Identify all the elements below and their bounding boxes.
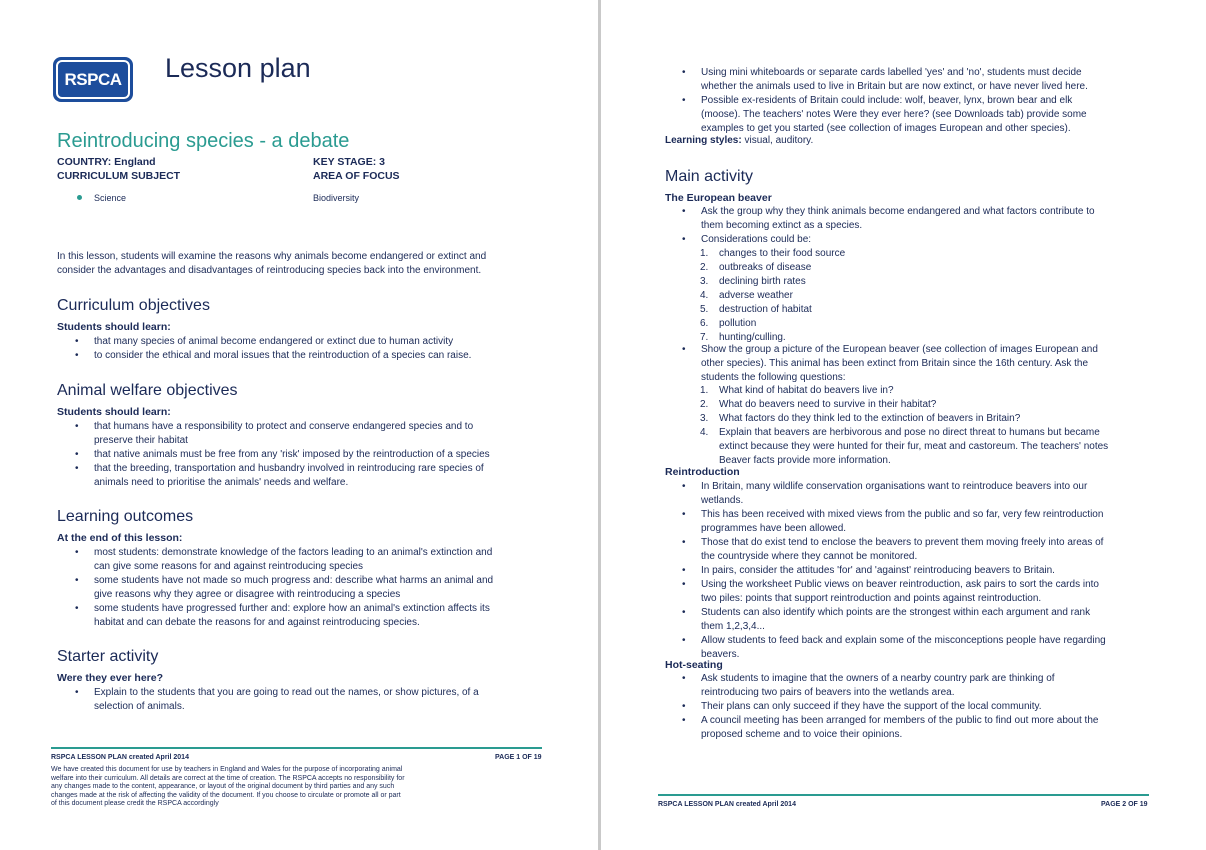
list-item: • In pairs, consider the attitudes 'for' and 'against' reintroducing beavers to Britain. bbox=[701, 564, 1106, 578]
starter-activity-heading: Starter activity bbox=[57, 648, 159, 665]
numbered-item: 4. adverse weather bbox=[700, 290, 793, 301]
list-item: • Considerations could be: bbox=[701, 233, 811, 247]
list-item: • Using mini whiteboards or separate cards labelled 'yes' and 'no', students must decide whether the animals used to live in Britain but are now extinct, or have never lived here. bbox=[701, 66, 1088, 94]
curriculum-objectives-lead: Students should learn: bbox=[57, 321, 171, 333]
starter-activity-lead: Were they ever here? bbox=[57, 672, 164, 684]
welfare-objectives-lead: Students should learn: bbox=[57, 406, 171, 418]
curriculum-subject-label: CURRICULUM SUBJECT bbox=[57, 170, 181, 182]
beaver-picture-item bbox=[701, 343, 1098, 385]
list-item: • Students can also identify which points are the strongest within each argument and rank them 1,2,3,4... bbox=[701, 606, 1106, 634]
document-page-1 bbox=[0, 0, 598, 850]
list-item: • Ask students to imagine that the owners of a nearby country park are thinking of reintroducing two pairs of beavers into the wetlands area. bbox=[701, 672, 1098, 700]
numbered-item: 2. What do beavers need to survive in their habitat? bbox=[700, 399, 937, 410]
list-item: • Using the worksheet Public views on beaver reintroduction, ask pairs to sort the cards into two piles: points that support reintroduction and points against reintroduction. bbox=[701, 578, 1106, 606]
intro-paragraph: In this lesson, students will examine the reasons why animals become endangered or extinct and consider the advantages and disadvantages of reintroducing species back into the environment. bbox=[57, 251, 487, 276]
footer-label: RSPCA LESSON PLAN created April 2014 bbox=[51, 754, 189, 761]
list-item: • to consider the ethical and moral issues that the reintroduction of a species can raise. bbox=[94, 349, 471, 363]
list-number: 2. bbox=[700, 399, 709, 410]
list-item: • some students have progressed further and: explore how an animal's extinction affects its habitat and can debate the reasons for and against reintroducing species. bbox=[94, 602, 493, 630]
learning-styles: Learning styles: visual, auditory. bbox=[665, 135, 814, 146]
list-number: 3. bbox=[700, 413, 709, 424]
curriculum-objectives-heading: Curriculum objectives bbox=[57, 297, 210, 314]
european-beaver-heading: The European beaver bbox=[665, 192, 772, 204]
numbered-item: 3. declining birth rates bbox=[700, 276, 806, 287]
welfare-objectives-heading: Animal welfare objectives bbox=[57, 382, 238, 399]
list-number: 4. bbox=[700, 427, 709, 438]
list-item: • Explain to the students that you are going to read out the names, or show pictures, of a selection of animals. bbox=[94, 686, 479, 714]
starter-activity-list bbox=[94, 686, 479, 714]
rspca-logo bbox=[53, 57, 133, 102]
numbered-item: 5. destruction of habitat bbox=[700, 304, 812, 315]
reintroduction-list bbox=[701, 480, 1106, 662]
learning-outcomes-lead: At the end of this lesson: bbox=[57, 532, 183, 544]
bullet-icon bbox=[77, 195, 82, 200]
document-page-2 bbox=[601, 0, 1206, 850]
list-item: • that humans have a responsibility to protect and conserve endangered species and to preserve their habitat bbox=[94, 420, 490, 448]
hot-seating-heading: Hot-seating bbox=[665, 659, 723, 671]
area-value: Biodiversity bbox=[313, 193, 360, 203]
list-number: 4. bbox=[700, 290, 709, 301]
list-item: • Ask the group why they think animals become endangered and what factors contribute to them becoming extinct as a species. bbox=[701, 205, 1095, 233]
list-item: • A council meeting has been arranged for members of the public to find out more about the proposed scheme and to voice their opinions. bbox=[701, 714, 1098, 742]
numbered-item: 4. Explain that beavers are herbivorous and pose no direct threat to humans but became extinct because they were hunted for their fur, meat and castoreum. The teachers' notes Beaver facts provide more information. bbox=[700, 427, 1109, 466]
list-item: • that native animals must be free from any 'risk' imposed by the reintroduction of a species bbox=[94, 448, 490, 462]
questions-list bbox=[700, 384, 1109, 468]
reintroduction-heading: Reintroduction bbox=[665, 466, 740, 478]
welfare-objectives-list bbox=[94, 420, 490, 490]
hot-seating-list bbox=[701, 672, 1098, 742]
numbered-item: 1. What kind of habitat do beavers live in? bbox=[700, 385, 894, 396]
list-item: • some students have not made so much progress and: describe what harms an animal and give reasons why they agree or disagree with reintroducing a species bbox=[94, 574, 493, 602]
list-item: • Possible ex-residents of Britain could include: wolf, beaver, lynx, brown bear and elk (moose). The teachers' notes Were they ever here? (see Downloads tab) provide some examples to get you started (see collection of images European and other species). bbox=[701, 94, 1088, 136]
footer-rule bbox=[51, 747, 542, 749]
area-of-focus-label: AREA OF FOCUS bbox=[313, 170, 400, 182]
list-number: 5. bbox=[700, 304, 709, 315]
list-item: • Those that do exist tend to enclose the beavers to prevent them moving freely into areas of the countryside where they cannot be monitored. bbox=[701, 536, 1106, 564]
numbered-item: 7. hunting/culling. bbox=[700, 332, 786, 343]
starter-continued-list bbox=[701, 66, 1088, 136]
country-label: COUNTRY: England bbox=[57, 156, 156, 168]
list-item: • Show the group a picture of the European beaver (see collection of images European and other species). This animal has been extinct from Britain since the 16th century. Ask the students the following questions: bbox=[701, 343, 1098, 385]
list-item: • most students: demonstrate knowledge of the factors leading to an animal's extinction and can give some reasons for and against reintroducing species bbox=[94, 546, 493, 574]
lesson-title: Reintroducing species - a debate bbox=[57, 130, 350, 152]
numbered-item: 1. changes to their food source bbox=[700, 248, 846, 259]
beaver-question-item bbox=[701, 205, 1095, 233]
list-item: • that the breeding, transportation and husbandry involved in reintroducing rare species of animals need to prioritise the animals' needs and welfare. bbox=[94, 462, 490, 490]
list-item: • Allow students to feed back and explain some of the misconceptions people have regarding beavers. bbox=[701, 634, 1106, 662]
considerations-list bbox=[700, 247, 846, 345]
list-item: • This has been received with mixed views from the public and so far, very few reintroduction programmes have been allowed. bbox=[701, 508, 1106, 536]
footer-label: RSPCA LESSON PLAN created April 2014 bbox=[658, 801, 796, 808]
footer-notice: We have created this document for use by teachers in England and Wales for the purpose of incorporating animal welfare into their curriculum. All details are correct at the time of creation. The RSPCA accepts no responsibility for any changes made to the content, appearance, or layout of the original document by third parties and any such changes made at the risk of affecting the validity of the document. If you choose to circulate or promote all or part of this document please credit the RSPCA accordingly bbox=[51, 766, 405, 807]
list-number: 6. bbox=[700, 318, 709, 329]
list-item: • In Britain, many wildlife conservation organisations want to reintroduce beavers into our wetlands. bbox=[701, 480, 1106, 508]
list-item: • that many species of animal become endangered or extinct due to human activity bbox=[94, 335, 471, 349]
list-number: 1. bbox=[700, 248, 709, 259]
curriculum-objectives-list bbox=[94, 335, 471, 363]
list-item: • Their plans can only succeed if they have the support of the local community. bbox=[701, 700, 1098, 714]
list-number: 7. bbox=[700, 332, 709, 343]
page-title: Lesson plan bbox=[165, 53, 311, 83]
subject-value: Science bbox=[94, 193, 127, 203]
logo-text: RSPCA bbox=[64, 69, 122, 89]
considerations-item bbox=[701, 233, 811, 247]
page-number: PAGE 2 OF 19 bbox=[1101, 801, 1148, 808]
key-stage-label: KEY STAGE: 3 bbox=[313, 156, 385, 168]
learning-outcomes-list bbox=[94, 546, 493, 630]
page-number: PAGE 1 OF 19 bbox=[495, 754, 542, 761]
footer-rule bbox=[658, 794, 1149, 796]
list-number: 3. bbox=[700, 276, 709, 287]
numbered-item: 2. outbreaks of disease bbox=[700, 262, 812, 273]
list-number: 2. bbox=[700, 262, 709, 273]
numbered-item: 3. What factors do they think led to the extinction of beavers in Britain? bbox=[700, 413, 1021, 424]
list-number: 1. bbox=[700, 385, 709, 396]
main-activity-heading: Main activity bbox=[665, 168, 754, 185]
numbered-item: 6. pollution bbox=[700, 318, 757, 329]
learning-outcomes-heading: Learning outcomes bbox=[57, 508, 194, 525]
